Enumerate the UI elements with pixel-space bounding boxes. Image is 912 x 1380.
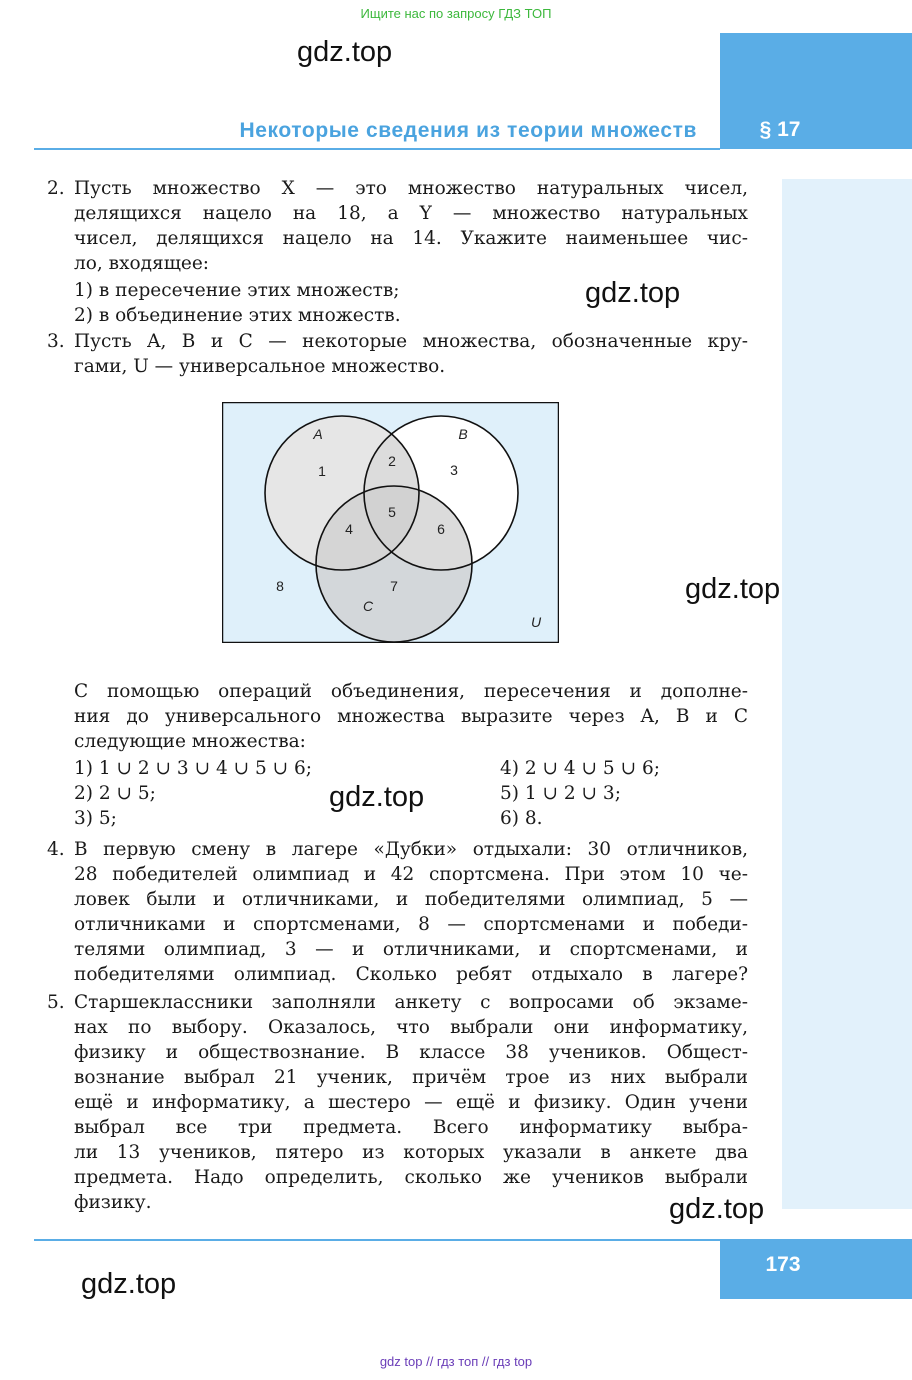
set-label-b: B	[458, 426, 468, 442]
watermark: gdz.top	[329, 781, 425, 813]
problem5-line: физику.	[74, 1192, 152, 1213]
region-label: 5	[388, 504, 396, 520]
problem4-line: В первую смену в лагере «Дубки» отдыхали: 30 отличников,	[74, 839, 748, 860]
watermark: gdz.top	[685, 573, 781, 605]
region-label: 3	[450, 462, 458, 478]
problem4-line: 28 победителей олимпиад и 42 спортсмена. При этом 10 че-	[74, 864, 748, 885]
problem2-line: чисел, делящихся нацело на 14. Укажите наименьшее чис-	[74, 228, 748, 249]
problem3-item: 4) 2 ∪ 4 ∪ 5 ∪ 6;	[500, 758, 660, 779]
problem4-line: телями олимпиад, 3 — и отличниками, и спортсменами, и	[74, 939, 748, 960]
problem3-item: 6) 8.	[500, 808, 543, 829]
problem3-line: гами, U — универсальное множество.	[74, 356, 446, 377]
venn-diagram	[222, 402, 559, 643]
problem3-line: С помощью операций объединения, пересечения и дополне-	[74, 681, 748, 702]
problem3-line: следующие множества:	[74, 731, 306, 752]
problem3-line: Пусть A, B и C — некоторые множества, обозначенные кру-	[74, 331, 748, 352]
problem-number: 5.	[47, 992, 65, 1013]
header-divider	[34, 148, 720, 150]
watermark: gdz.top	[669, 1193, 765, 1225]
problem5-line: физику и обществознание. В классе 38 учеников. Общест-	[74, 1042, 748, 1063]
problem5-line: ещё и информатику, а шестеро — ещё и физику. Один учени	[74, 1092, 748, 1113]
margin-stripe	[782, 179, 912, 1209]
problem3-line: ния до универсального множества выразите через A, B и C	[74, 706, 748, 727]
problem3-item: 3) 5;	[74, 808, 117, 829]
top-search-banner: Ищите нас по запросу ГДЗ ТОП	[360, 6, 552, 21]
problem3-item: 1) 1 ∪ 2 ∪ 3 ∪ 4 ∪ 5 ∪ 6;	[74, 758, 313, 779]
problem5-line: нах по выбору. Оказалось, что выбрали они информатику,	[74, 1017, 748, 1038]
watermark: gdz.top	[81, 1268, 177, 1300]
problem5-line: вознание выбрал 21 ученик, причём трое из них выбрали	[74, 1067, 748, 1088]
problem2-line: делящихся нацело на 18, а Y — множество натуральных	[74, 203, 748, 224]
problem5-line: Старшеклассники заполняли анкету с вопросами об экзаме-	[74, 992, 748, 1013]
region-label: 6	[437, 521, 445, 537]
problem4-line: отличниками и спортсменами, 8 — спортсменами и победи-	[74, 914, 748, 935]
problem4-line: победителями олимпиад. Сколько ребят отдыхало в лагере?	[74, 964, 748, 985]
region-label: 8	[276, 578, 284, 594]
problem2-line: ло, входящее:	[74, 253, 210, 274]
chapter-title: Некоторые сведения из теории множеств	[239, 119, 697, 142]
problem5-line: ли 13 учеников, пятеро из которых указали в анкете два	[74, 1142, 748, 1163]
problem4-line: ловек были и отличниками, и победителями олимпиад, 5 —	[74, 889, 748, 910]
region-label: 2	[388, 453, 396, 469]
region-label: 1	[318, 463, 326, 479]
region-label: 7	[390, 578, 398, 594]
region-label: 4	[345, 521, 353, 537]
problem2-item: 2) в объединение этих множеств.	[74, 305, 401, 326]
problem-number: 3.	[47, 331, 65, 352]
problem-number: 2.	[47, 178, 65, 199]
watermark: gdz.top	[585, 277, 681, 309]
watermark: gdz.top	[297, 36, 393, 68]
set-label-a: A	[313, 426, 323, 442]
set-label-c: C	[362, 598, 374, 614]
problem5-line: выбрал все три предмета. Всего информатику выбра-	[74, 1117, 748, 1138]
problem5-line: предмета. Надо определить, сколько же учеников выбрали	[74, 1167, 748, 1188]
set-label-u: U	[530, 614, 542, 630]
problem-number: 4.	[47, 839, 65, 860]
problem2-item: 1) в пересечение этих множеств;	[74, 280, 400, 301]
bottom-banner: gdz top // гдз топ // гдз top	[379, 1354, 533, 1369]
footer-divider	[34, 1239, 720, 1241]
section-number: § 17	[759, 118, 801, 141]
problem3-item: 2) 2 ∪ 5;	[74, 783, 156, 804]
problem3-item: 5) 1 ∪ 2 ∪ 3;	[500, 783, 621, 804]
page-number: 173	[765, 1253, 801, 1276]
problem2-line: Пусть множество X — это множество натуральных чисел,	[74, 178, 748, 199]
